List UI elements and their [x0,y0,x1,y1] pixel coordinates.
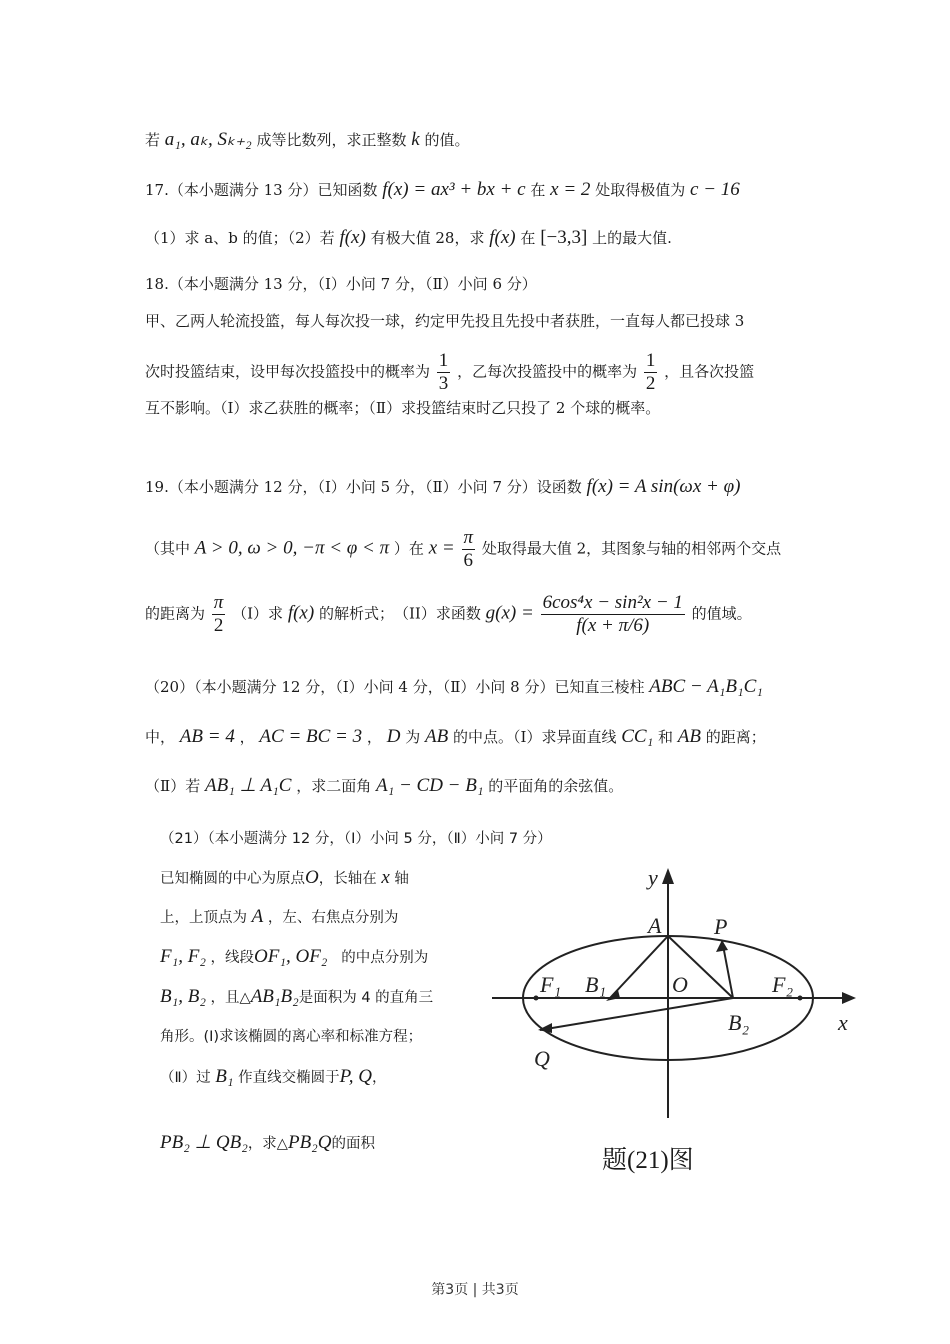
text: （I）求 [232,604,284,623]
text: （Ⅱ）若 [145,777,201,795]
text: 若 [145,131,161,149]
text: 为 [405,728,421,746]
text: 的平面角的余弦值。 [488,777,624,795]
y-arrow-icon [662,868,674,884]
text: ，且△ [210,990,251,1006]
math: A > 0, ω > 0, −π < φ < π [194,537,390,559]
math: ABC − A₁B₁C₁ [649,676,763,697]
fraction [541,592,685,637]
math: g(x) = [485,602,534,624]
numerator: π [213,592,224,613]
label-x: x [838,1010,848,1035]
segment-ab1 [610,936,668,998]
label-y: y [648,865,658,890]
text: 和 [657,728,673,746]
label-f2: F₂ [772,972,794,997]
math: O [305,867,319,888]
text: （Ⅱ）过 [160,1070,211,1086]
text: 的面积 [331,1136,376,1152]
q21-line-3 [160,947,428,968]
text: （其中 [145,539,191,558]
text: 有极大值 28，求 [370,229,485,247]
text: 的距离为 [145,604,206,623]
math: f(x) [489,227,516,248]
math: x = 2 [550,179,591,200]
text: 上的最大值. [592,229,672,247]
fraction [644,350,658,395]
q18-line-3: 互不影响。（Ⅰ）求乙获胜的概率；（Ⅱ）求投篮结束时乙只投了 2 个球的概率。 [145,399,661,417]
text: 轴 [394,871,409,887]
math: AC = BC = 3 [259,726,363,747]
text: ，长轴在 [318,871,377,887]
q18-heading: 18.（本小题满分 13 分，（Ⅰ）小问 7 分，（Ⅱ）小问 6 分） [145,275,537,293]
text: 是面积为 4 的直角三 [298,990,434,1006]
math: [−3,3] [540,227,588,248]
q21-line-1 [160,868,409,889]
page-footer: 第3页 | 共3页 [431,1282,519,1298]
text: 次时投篮结束，设甲每次投篮投中的概率为 [145,362,431,381]
label-p: P [714,914,728,939]
q21-heading: （21）（本小题满分 12 分，（Ⅰ）小问 5 分，（Ⅱ）小问 7 分） [160,831,552,847]
text: 的距离； [705,728,766,746]
denominator: f(x + π/6) [576,615,650,636]
text: 的值域。 [691,604,752,623]
q19-line-1 [145,477,740,497]
text: 在 [530,181,546,199]
q20-line-3 [145,776,623,796]
math: AB₁B₂ [250,986,299,1007]
text: 处取得最大值 2，其图象与轴的相邻两个交点 [481,539,782,558]
numerator: π [463,527,474,548]
text: 处取得极值为 [595,181,686,199]
math: k [411,129,420,150]
math: P, Q [339,1066,372,1087]
label-b2: B₂ [728,1010,750,1035]
math: a₁, aₖ, Sₖ₊₂ [164,129,252,150]
text: 已知椭圆的中心为原点 [160,871,305,887]
q19-line-3 [145,592,752,637]
math: A [251,906,264,927]
fraction [212,592,226,637]
math: AB = 4 [179,726,235,747]
math: B₁, B₂ [160,986,206,1007]
text: ，乙每次投篮投中的概率为 [457,362,638,381]
focus-point [798,996,803,1001]
math: x = [428,537,455,559]
q18-line-2 [145,350,754,395]
q20-line-1 [145,677,763,697]
math: D [386,726,401,747]
math: AB [677,726,701,747]
math: AB [425,726,449,747]
text: ，线段 [210,950,255,966]
text: （1）求 a、b 的值；（2）若 [145,229,335,247]
question-heading: 19.（本小题满分 12 分，（Ⅰ）小问 5 分，（Ⅱ）小问 7 分）设函数 [145,478,582,496]
fraction [462,527,476,572]
math: PB₂Q [287,1132,332,1153]
math: f(x) = ax³ + bx + c [382,179,526,200]
label-a: A [648,913,662,938]
math: CC₁ [621,726,654,747]
question-heading: 17.（本小题满分 13 分）已知函数 [145,181,378,199]
q21-line-4 [160,987,433,1008]
numerator: 1 [645,350,656,371]
q18-line-1: 甲、乙两人轮流投篮，每人每次投一球，约定甲先投且先投中者获胜，一直每人都已投球 3 [145,312,745,330]
denominator: 3 [438,373,449,394]
text: 的中点分别为 [341,950,429,966]
label-b1: B₁ [585,972,607,997]
q17-line-2 [145,228,672,248]
math: AB₁ ⊥ A₁C [204,775,292,796]
q21-line-2 [160,907,398,928]
denominator: 2 [645,373,656,394]
q21-line-6 [160,1067,386,1088]
math: B₁ [215,1066,234,1087]
q21-line-7 [160,1133,375,1154]
text: 作直线交椭圆于 [238,1070,340,1086]
text: 在 [520,229,536,247]
text: ）在 [393,539,424,558]
math: x [381,867,390,888]
text: ， [371,1070,387,1086]
q16-tail-line [145,130,470,150]
q21-line-5: 角形。(Ⅰ)求该椭圆的离心率和标准方程； [160,1029,423,1045]
text: ，左、右焦点分别为 [267,910,399,926]
label-o: O [672,972,688,997]
text: 的中点。（Ⅰ）求异面直线 [453,728,617,746]
question-heading: （20）（本小题满分 12 分，（Ⅰ）小问 4 分，（Ⅱ）小问 8 分）已知直三棱柱 [145,678,645,696]
math: OF₁, OF₂ [254,946,328,967]
label-q: Q [534,1046,550,1071]
x-arrow-icon [842,992,856,1004]
text: ，且各次投篮 [664,362,755,381]
text: 成等比数列，求正整数 [256,131,407,149]
math: PB₂ ⊥ QB₂ [160,1132,248,1153]
figure-caption: 题(21)图 [602,1147,694,1174]
text: 的值。 [424,131,470,149]
label-f1: F₁ [540,972,562,997]
text: 的解析式； （II）求函数 [318,604,481,623]
segment-b2q [540,998,733,1030]
text: 中， [145,728,176,746]
text: ， [239,728,255,746]
math: f(x) [287,602,315,624]
denominator: 2 [213,615,224,636]
math: c − 16 [690,179,740,200]
q17-line-1 [145,180,740,200]
text: ，求△ [247,1136,288,1152]
numerator: 1 [438,350,449,371]
math: f(x) = A sin(ωx + φ) [586,476,741,497]
text: 上，上顶点为 [160,910,247,926]
q19-line-2 [145,527,781,572]
math: f(x) [339,227,366,248]
q20-line-2 [145,727,766,747]
math: A₁ − CD − B₁ [375,775,484,796]
arrowhead-icon [606,990,620,1001]
numerator: 6cos⁴x − sin²x − 1 [542,592,683,613]
text: ， [366,728,382,746]
denominator: 6 [463,550,474,571]
fraction [437,350,451,395]
math: F₁, F₂ [160,946,206,967]
focus-point [534,996,539,1001]
text: ，求二面角 [296,777,372,795]
